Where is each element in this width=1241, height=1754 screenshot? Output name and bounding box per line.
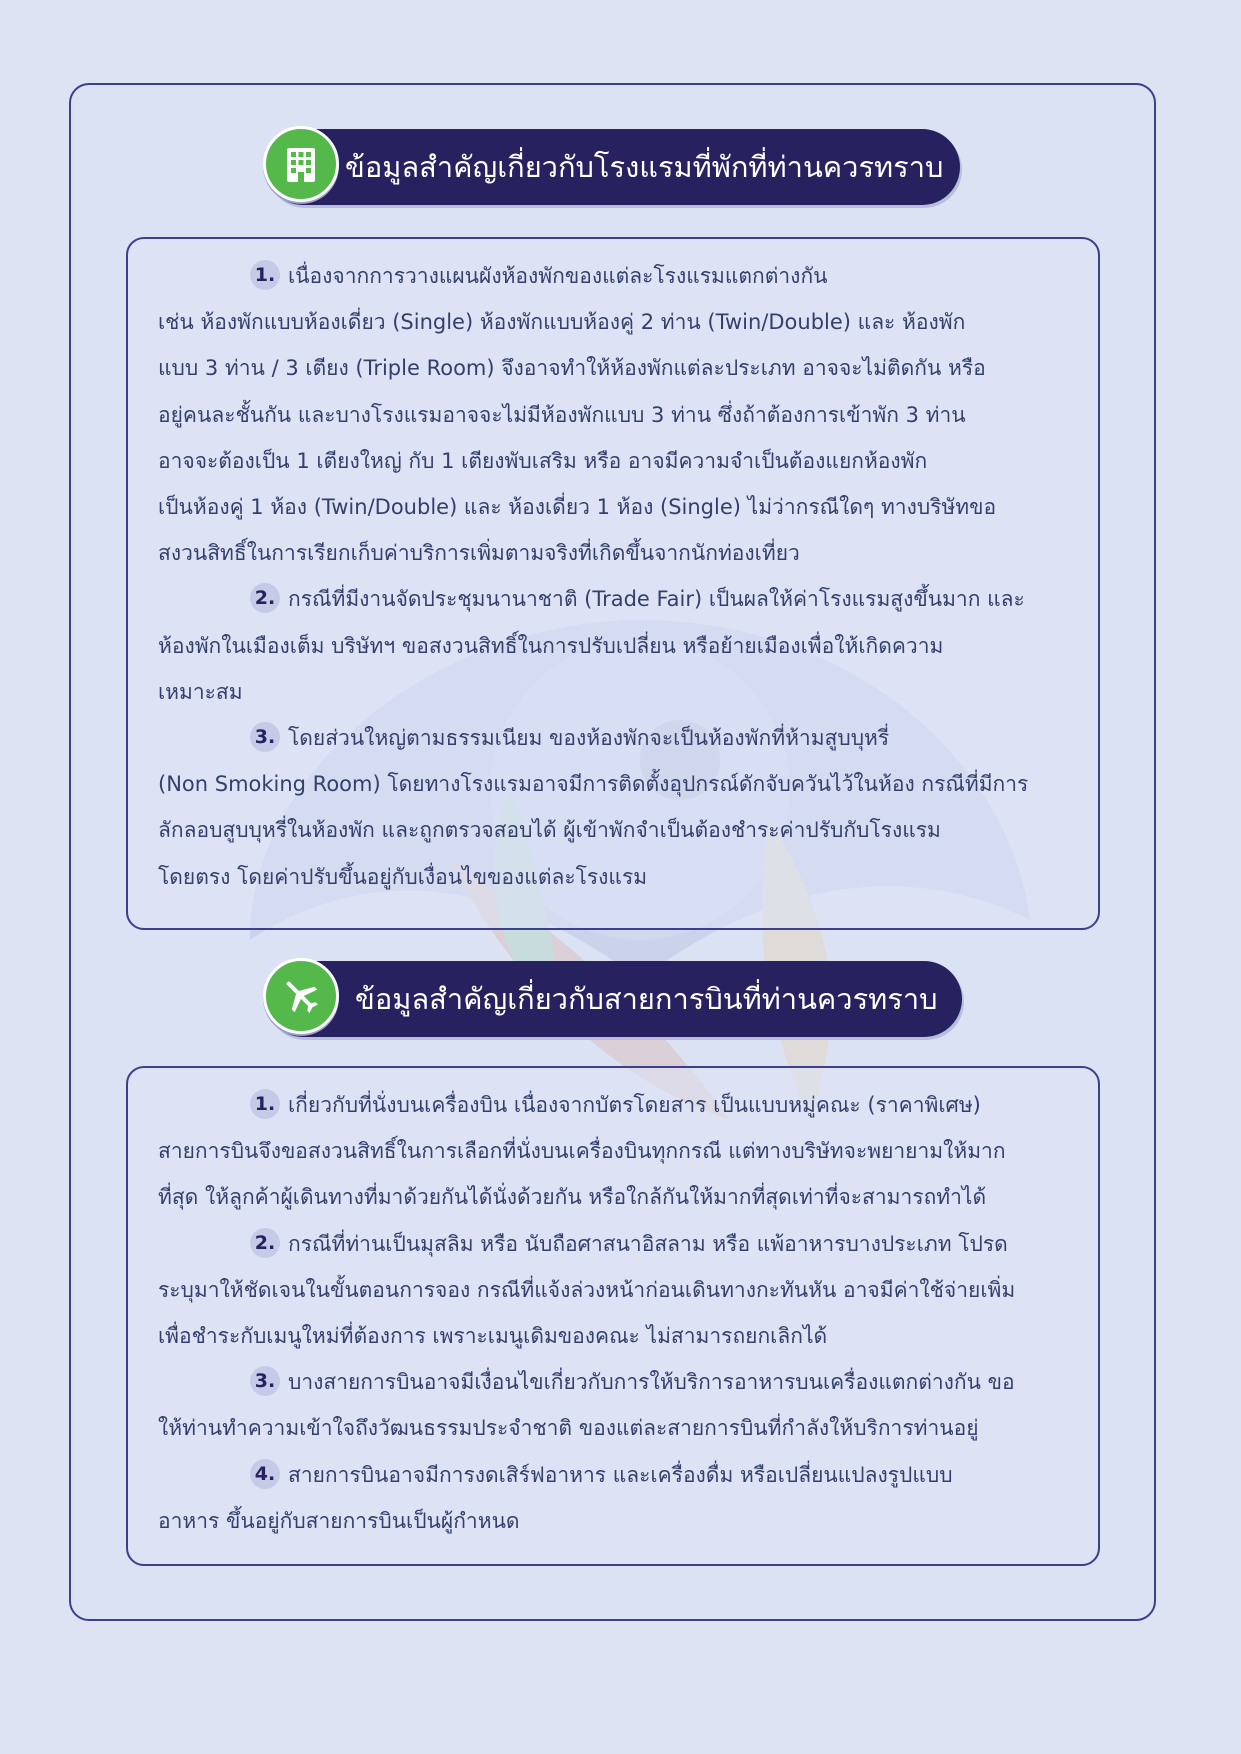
- item-line: เหมาะสม: [158, 679, 243, 704]
- airline-item-4: [158, 1452, 1070, 1544]
- item-number: 4.: [250, 1459, 280, 1489]
- hotel-section-banner: [265, 129, 960, 205]
- item-line: เพื่อชำระกับเมนูใหม่ที่ต้องการ เพราะเมนูเดิมของคณะ ไม่สามารถยกเลิกได้: [158, 1324, 828, 1349]
- item-line: (Non Smoking Room) โดยทางโรงแรมอาจมีการติดตั้งอุปกรณ์ดักจับควันไว้ในห้อง กรณีที่มีการ: [158, 772, 1029, 797]
- item-number: 1.: [250, 260, 280, 290]
- hotel-info-card: [126, 237, 1100, 930]
- airline-badge: [263, 958, 339, 1034]
- item-line: อาจจะต้องเป็น 1 เตียงใหญ่ กับ 1 เตียงพับเสริม หรือ อาจมีความจำเป็นต้องแยกห้องพัก: [158, 448, 928, 473]
- item-first-line: 3. โดยส่วนใหญ่ตามธรรมเนียม ของห้องพักจะเป็นห้องพักที่ห้ามสูบบุหรี่: [158, 715, 1070, 761]
- airline-section-title: ข้อมูลสำคัญเกี่ยวกับสายการบินที่ท่านควรทราบ: [355, 982, 938, 1016]
- item-first-line: 1. เนื่องจากการวางแผนผังห้องพักของแต่ละโรงแรมแตกต่างกัน: [158, 253, 1070, 299]
- item-line: อยู่คนละชั้นกัน และบางโรงแรมอาจจะไม่มีห้องพักแบบ 3 ท่าน ซึ่งถ้าต้องการเข้าพัก 3 ท่าน: [158, 402, 966, 427]
- airline-item-3: [158, 1359, 1070, 1451]
- item-line: เป็นห้องคู่ 1 ห้อง (Twin/Double) และ ห้องเดี่ยว 1 ห้อง (Single) ไม่ว่ากรณีใดๆ ทางบริษัทขอ: [158, 495, 997, 520]
- item-line: ห้องพักในเมืองเต็ม บริษัทฯ ขอสงวนสิทธิ์ในการปรับเปลี่ยน หรือย้ายเมืองเพื่อให้เกิดความ: [158, 633, 944, 658]
- item-number: 2.: [250, 583, 280, 613]
- building-icon: [281, 144, 321, 184]
- hotel-item-2: [158, 576, 1070, 715]
- item-line: แบบ 3 ท่าน / 3 เตียง (Triple Room) จึงอาจทำให้ห้องพักแต่ละประเภท อาจจะไม่ติดกัน หรือ: [158, 356, 986, 381]
- item-line: สงวนสิทธิ์ในการเรียกเก็บค่าบริการเพิ่มตามจริงที่เกิดขึ้นจากนักท่องเที่ยว: [158, 541, 800, 566]
- item-number: 1.: [250, 1089, 280, 1119]
- item-line: ลักลอบสูบบุหรี่ในห้องพัก และถูกตรวจสอบได้ ผู้เข้าพักจำเป็นต้องชำระค่าปรับกับโรงแรม: [158, 818, 941, 843]
- airline-section-banner: [265, 961, 962, 1037]
- item-line: ให้ท่านทำความเข้าใจถึงวัฒนธรรมประจำชาติ ของแต่ละสายการบินที่กำลังให้บริการท่านอยู่: [158, 1416, 979, 1441]
- item-first-line: 2. กรณีที่มีงานจัดประชุมนานาชาติ (Trade Fair) เป็นผลให้ค่าโรงแรมสูงขึ้นมาก และ: [158, 576, 1070, 622]
- item-first-line: 4. สายการบินอาจมีการงดเสิร์ฟอาหาร และเครื่องดื่ม หรือเปลี่ยนแปลงรูปแบบ: [158, 1452, 1070, 1498]
- airplane-icon: [279, 974, 323, 1018]
- item-line: ที่สุด ให้ลูกค้าผู้เดินทางที่มาด้วยกันได้นั่งด้วยกัน หรือใกล้กันให้มากที่สุดเท่าที่จะสามารถทำได้: [158, 1185, 987, 1210]
- item-first-line: 1. เกี่ยวกับที่นั่งบนเครื่องบิน เนื่องจากบัตรโดยสาร เป็นแบบหมู่คณะ (ราคาพิเศษ): [158, 1082, 1070, 1128]
- hotel-item-3: [158, 715, 1070, 900]
- item-number: 3.: [250, 722, 280, 752]
- item-line: ระบุมาให้ชัดเจนในขั้นตอนการจอง กรณีที่แจ้งล่วงหน้าก่อนเดินทางกะทันหัน อาจมีค่าใช้จ่ายเพิ่ม: [158, 1277, 1016, 1302]
- hotel-badge: [263, 126, 339, 202]
- item-number: 2.: [250, 1228, 280, 1258]
- item-line: เช่น ห้องพักแบบห้องเดี่ยว (Single) ห้องพักแบบห้องคู่ 2 ท่าน (Twin/Double) และ ห้องพัก: [158, 310, 966, 335]
- hotel-item-1: [158, 253, 1070, 576]
- item-number: 3.: [250, 1366, 280, 1396]
- item-line: อาหาร ขึ้นอยู่กับสายการบินเป็นผู้กำหนด: [158, 1508, 520, 1533]
- item-first-line: 3. บางสายการบินอาจมีเงื่อนไขเกี่ยวกับการให้บริการอาหารบนเครื่องแตกต่างกัน ขอ: [158, 1359, 1070, 1405]
- hotel-section-title: ข้อมูลสำคัญเกี่ยวกับโรงแรมที่พักที่ท่านควรทราบ: [345, 150, 944, 184]
- airline-item-1: [158, 1082, 1070, 1221]
- item-first-line: 2. กรณีที่ท่านเป็นมุสลิม หรือ นับถือศาสนาอิสลาม หรือ แพ้อาหารบางประเภท โปรด: [158, 1221, 1070, 1267]
- airline-info-card: [126, 1066, 1100, 1566]
- airline-item-2: [158, 1221, 1070, 1360]
- item-line: สายการบินจึงขอสงวนสิทธิ์ในการเลือกที่นั่งบนเครื่องบินทุกกรณี แต่ทางบริษัทจะพยายามให้มาก: [158, 1139, 1006, 1164]
- item-line: โดยตรง โดยค่าปรับขึ้นอยู่กับเงื่อนไขของแต่ละโรงแรม: [158, 864, 648, 889]
